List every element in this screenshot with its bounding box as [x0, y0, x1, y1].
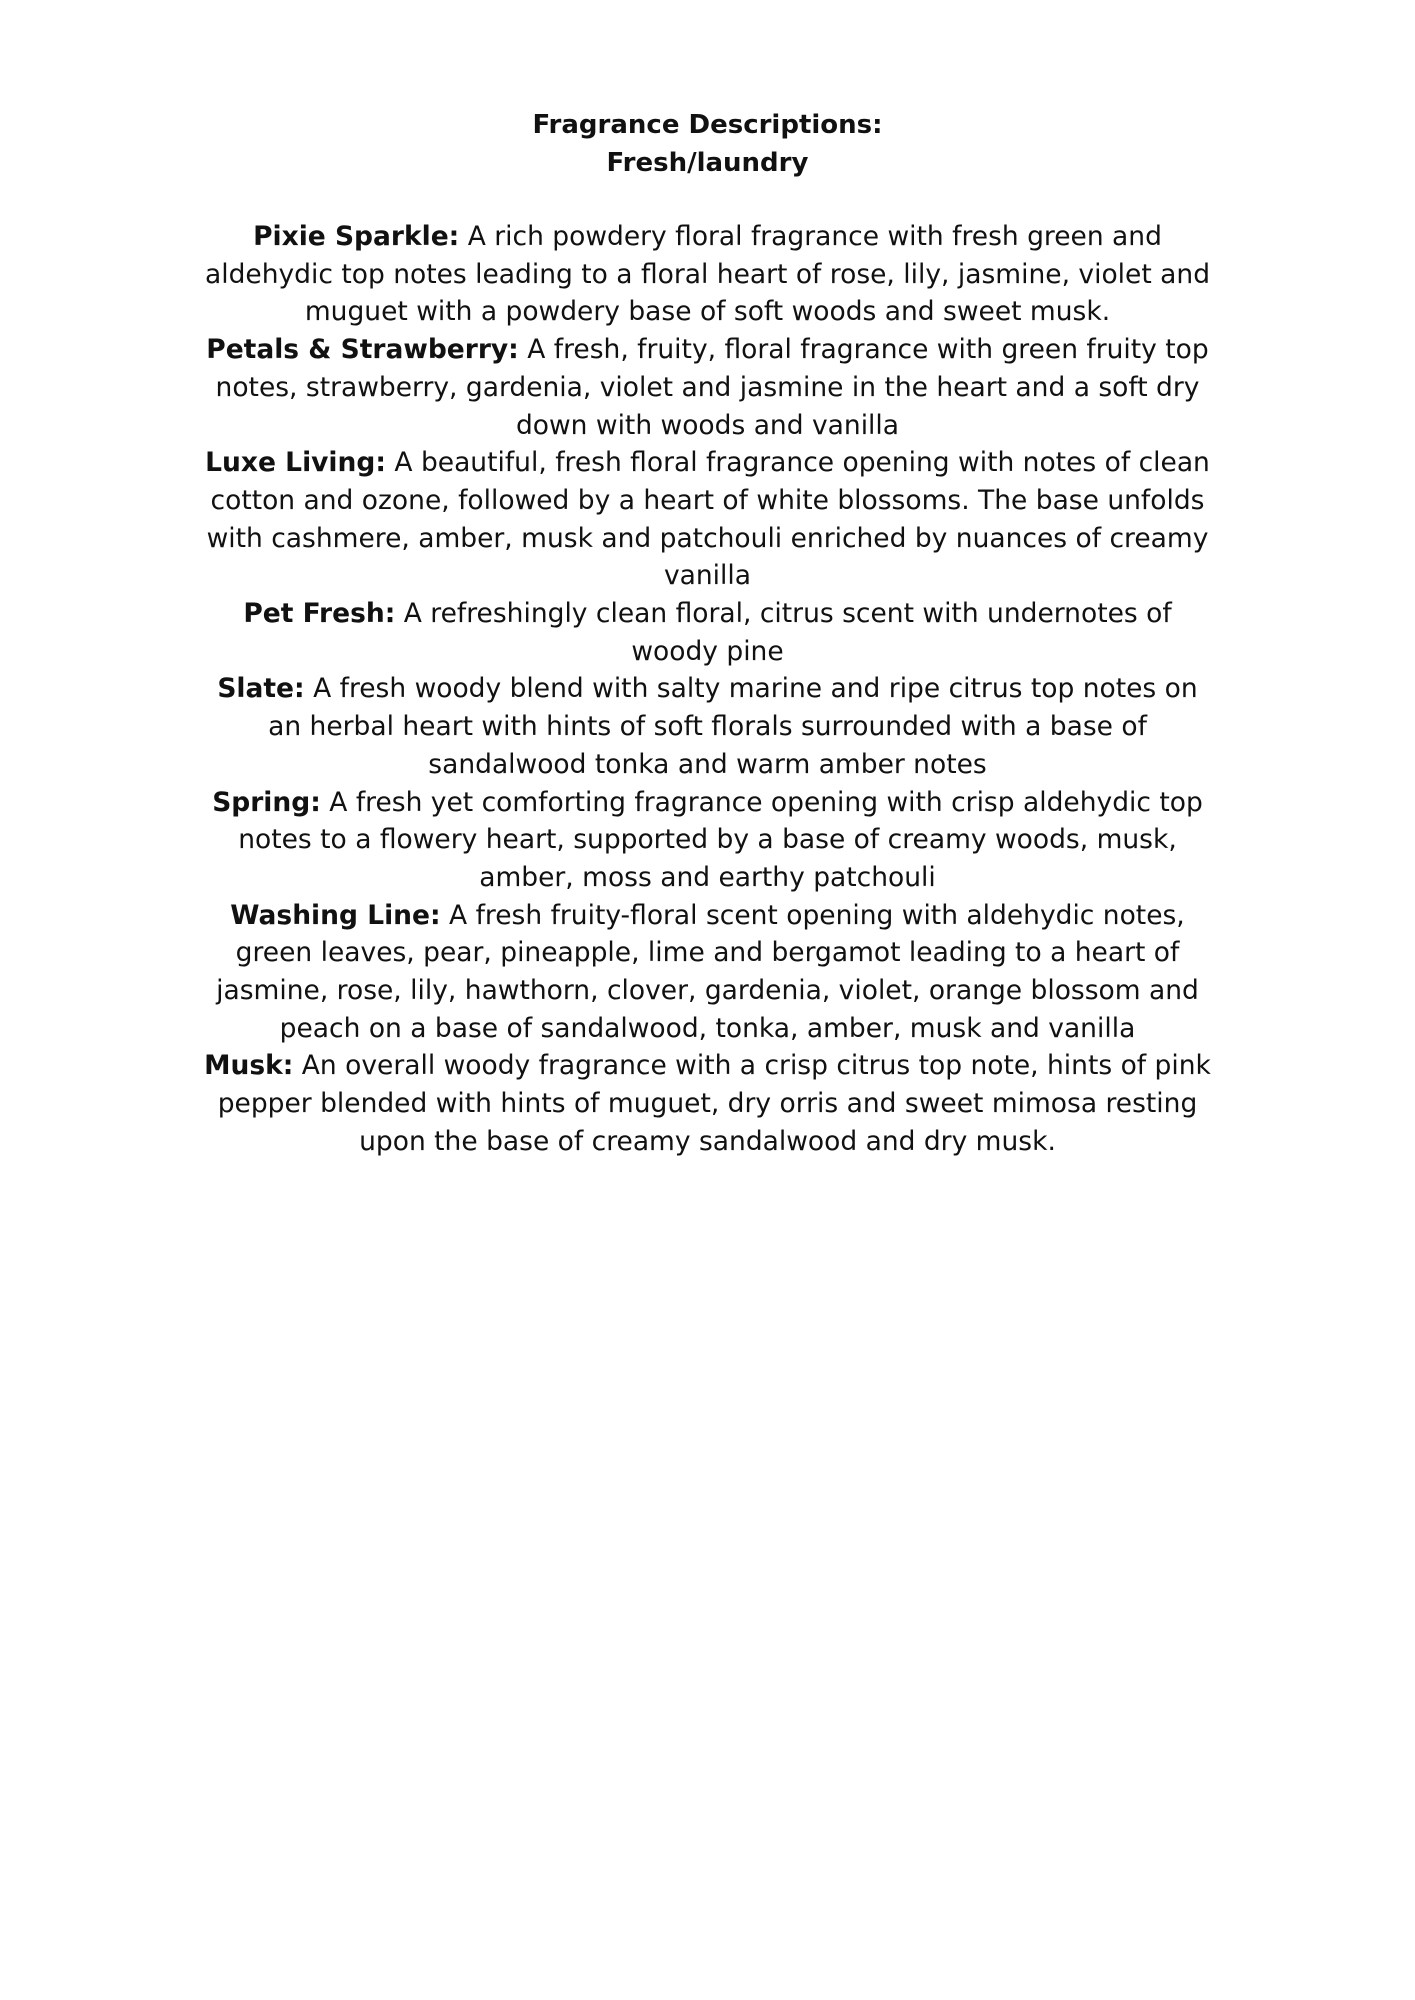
fragrance-entry-washing-line: [200, 897, 1215, 1048]
fragrance-list: [200, 218, 1215, 1161]
fragrance-entry-musk: [200, 1047, 1215, 1160]
fragrance-description: An overall woody fragrance with a crisp citrus top note, hints of pink pepper blended with hints of muguet, dry orris and sweet mimosa resting upon the base of creamy sandalwood and dry musk.: [217, 1050, 1211, 1157]
fragrance-entry-slate: [200, 670, 1215, 783]
fragrance-description: A fresh yet comforting fragrance opening with crisp aldehydic top notes to a flowery heart, supported by a base of creamy woods, musk, amber, moss and earthy patchouli: [238, 786, 1203, 893]
fragrance-description: A beautiful, fresh floral fragrance opening with notes of clean cotton and ozone, followed by a heart of white blossoms. The base unfolds with cashmere, amber, musk and patchouli enriched by nuances of creamy vanilla: [206, 447, 1210, 592]
fragrance-entry-spring: [200, 784, 1215, 897]
fragrance-description: A refreshingly clean floral, citrus scent with undernotes of woody pine: [403, 598, 1172, 667]
fragrance-description: A fresh fruity-floral scent opening with aldehydic notes, green leaves, pear, pineapple, lime and bergamot leading to a heart of jasmine, rose, lily, hawthorn, clover, gardenia, violet, orange blossom and peach on a base of sandalwood, tonka, amber, musk and vanilla: [216, 899, 1199, 1044]
fragrance-description: A fresh, fruity, floral fragrance with green fruity top notes, strawberry, gardenia, violet and jasmine in the heart and a soft dry down with woods and vanilla: [215, 334, 1209, 441]
fragrance-entry-luxe-living: [200, 444, 1215, 595]
fragrance-description: A rich powdery floral fragrance with fresh green and aldehydic top notes leading to a floral heart of rose, lily, jasmine, violet and muguet with a powdery base of soft woods and sweet musk.: [204, 221, 1211, 328]
document-heading: [0, 106, 1415, 182]
fragrance-name: Petals & Strawberry:: [206, 334, 519, 366]
fragrance-entry-pet-fresh: [200, 595, 1215, 670]
fragrance-description: A fresh woody blend with salty marine and ripe citrus top notes on an herbal heart with hints of soft florals surrounded with a base of sandalwood tonka and warm amber notes: [268, 673, 1198, 780]
heading-title: Fragrance Descriptions:: [532, 110, 883, 140]
fragrance-name: Washing Line:: [230, 899, 441, 931]
fragrance-entry-pixie-sparkle: [200, 218, 1215, 331]
fragrance-name: Luxe Living:: [205, 447, 386, 479]
fragrance-name: Pet Fresh:: [243, 598, 396, 630]
fragrance-name: Slate:: [217, 673, 305, 705]
fragrance-entry-petals-strawberry: [200, 331, 1215, 444]
fragrance-name: Pixie Sparkle:: [253, 221, 460, 252]
heading-subtitle: Fresh/laundry: [606, 148, 809, 178]
fragrance-name: Musk:: [204, 1050, 294, 1082]
fragrance-name: Spring:: [212, 786, 321, 818]
